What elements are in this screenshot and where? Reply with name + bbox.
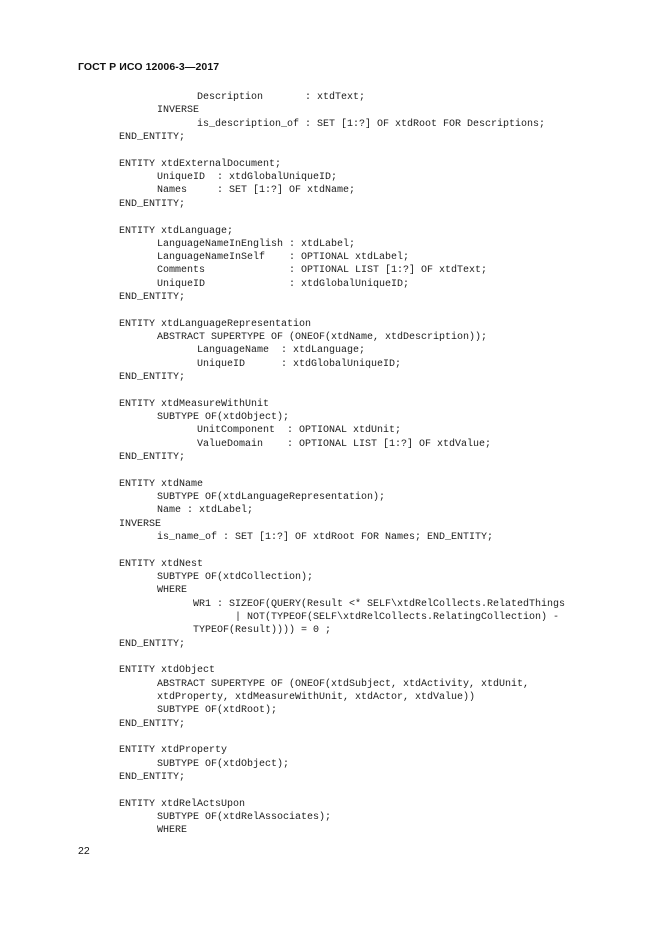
code-line: SUBTYPE OF(xtdCollection);	[157, 572, 314, 583]
code-line: END_ENTITY;	[119, 292, 186, 303]
code-line: WHERE	[157, 585, 188, 596]
code-line: Name : xtdLabel;	[157, 505, 254, 516]
code-line: Description : xtdText;	[197, 92, 366, 103]
code-line: ENTITY xtdLanguage;	[119, 226, 234, 237]
code-line: ENTITY xtdMeasureWithUnit	[119, 399, 270, 410]
code-line: LanguageNameInSelf : OPTIONAL xtdLabel;	[157, 252, 410, 263]
code-line: SUBTYPE OF(xtdObject);	[157, 759, 290, 770]
code-line: ENTITY xtdLanguageRepresentation	[119, 319, 312, 330]
code-line: TYPEOF(Result)))) = 0 ;	[193, 625, 332, 636]
code-line: ENTITY xtdName	[119, 479, 204, 490]
document-header: ГОСТ Р ИСО 12006-3—2017	[78, 61, 220, 73]
code-line: ValueDomain : OPTIONAL LIST [1:?] OF xtdValue;	[197, 439, 492, 450]
code-line: ENTITY xtdObject	[119, 665, 216, 676]
code-line: INVERSE	[119, 519, 162, 530]
code-line: | NOT(TYPEOF(SELF\xtdRelCollects.RelatingCollection) -	[235, 612, 560, 623]
code-line: WHERE	[157, 825, 188, 836]
code-line: SUBTYPE OF(xtdLanguageRepresentation);	[157, 492, 386, 503]
code-line: SUBTYPE OF(xtdRoot);	[157, 705, 278, 716]
code-line: UniqueID : xtdGlobalUniqueID;	[157, 279, 410, 290]
code-line: ENTITY xtdNest	[119, 559, 204, 570]
code-line: Comments : OPTIONAL LIST [1:?] OF xtdText;	[157, 265, 488, 276]
code-line: WR1 : SIZEOF(QUERY(Result <* SELF\xtdRelCollects.RelatedThings	[193, 599, 566, 610]
code-line: ENTITY xtdProperty	[119, 745, 228, 756]
code-line: is_name_of : SET [1:?] OF xtdRoot FOR Names; END_ENTITY;	[157, 532, 494, 543]
code-line: UniqueID : xtdGlobalUniqueID;	[197, 359, 402, 370]
code-line: SUBTYPE OF(xtdObject);	[157, 412, 290, 423]
code-line: xtdProperty, xtdMeasureWithUnit, xtdActor, xtdValue))	[157, 692, 476, 703]
code-line: END_ENTITY;	[119, 372, 186, 383]
code-line: END_ENTITY;	[119, 199, 186, 210]
code-line: END_ENTITY;	[119, 452, 186, 463]
code-line: END_ENTITY;	[119, 132, 186, 143]
code-line: SUBTYPE OF(xtdRelAssociates);	[157, 812, 332, 823]
code-line: ABSTRACT SUPERTYPE OF (ONEOF(xtdName, xtdDescription));	[157, 332, 488, 343]
code-line: END_ENTITY;	[119, 719, 186, 730]
code-line: ENTITY xtdExternalDocument;	[119, 159, 282, 170]
code-line: UnitComponent : OPTIONAL xtdUnit;	[197, 425, 402, 436]
code-line: ABSTRACT SUPERTYPE OF (ONEOF(xtdSubject, xtdActivity, xtdUnit,	[157, 679, 530, 690]
code-line: LanguageNameInEnglish : xtdLabel;	[157, 239, 356, 250]
code-line: is_description_of : SET [1:?] OF xtdRoot FOR Descriptions;	[197, 119, 546, 130]
code-line: Names : SET [1:?] OF xtdName;	[157, 185, 356, 196]
code-line: LanguageName : xtdLanguage;	[197, 345, 366, 356]
page-number: 22	[78, 845, 90, 857]
code-line: END_ENTITY;	[119, 639, 186, 650]
code-line: INVERSE	[157, 105, 200, 116]
code-line: ENTITY xtdRelActsUpon	[119, 799, 246, 810]
code-line: UniqueID : xtdGlobalUniqueID;	[157, 172, 338, 183]
code-line: END_ENTITY;	[119, 772, 186, 783]
